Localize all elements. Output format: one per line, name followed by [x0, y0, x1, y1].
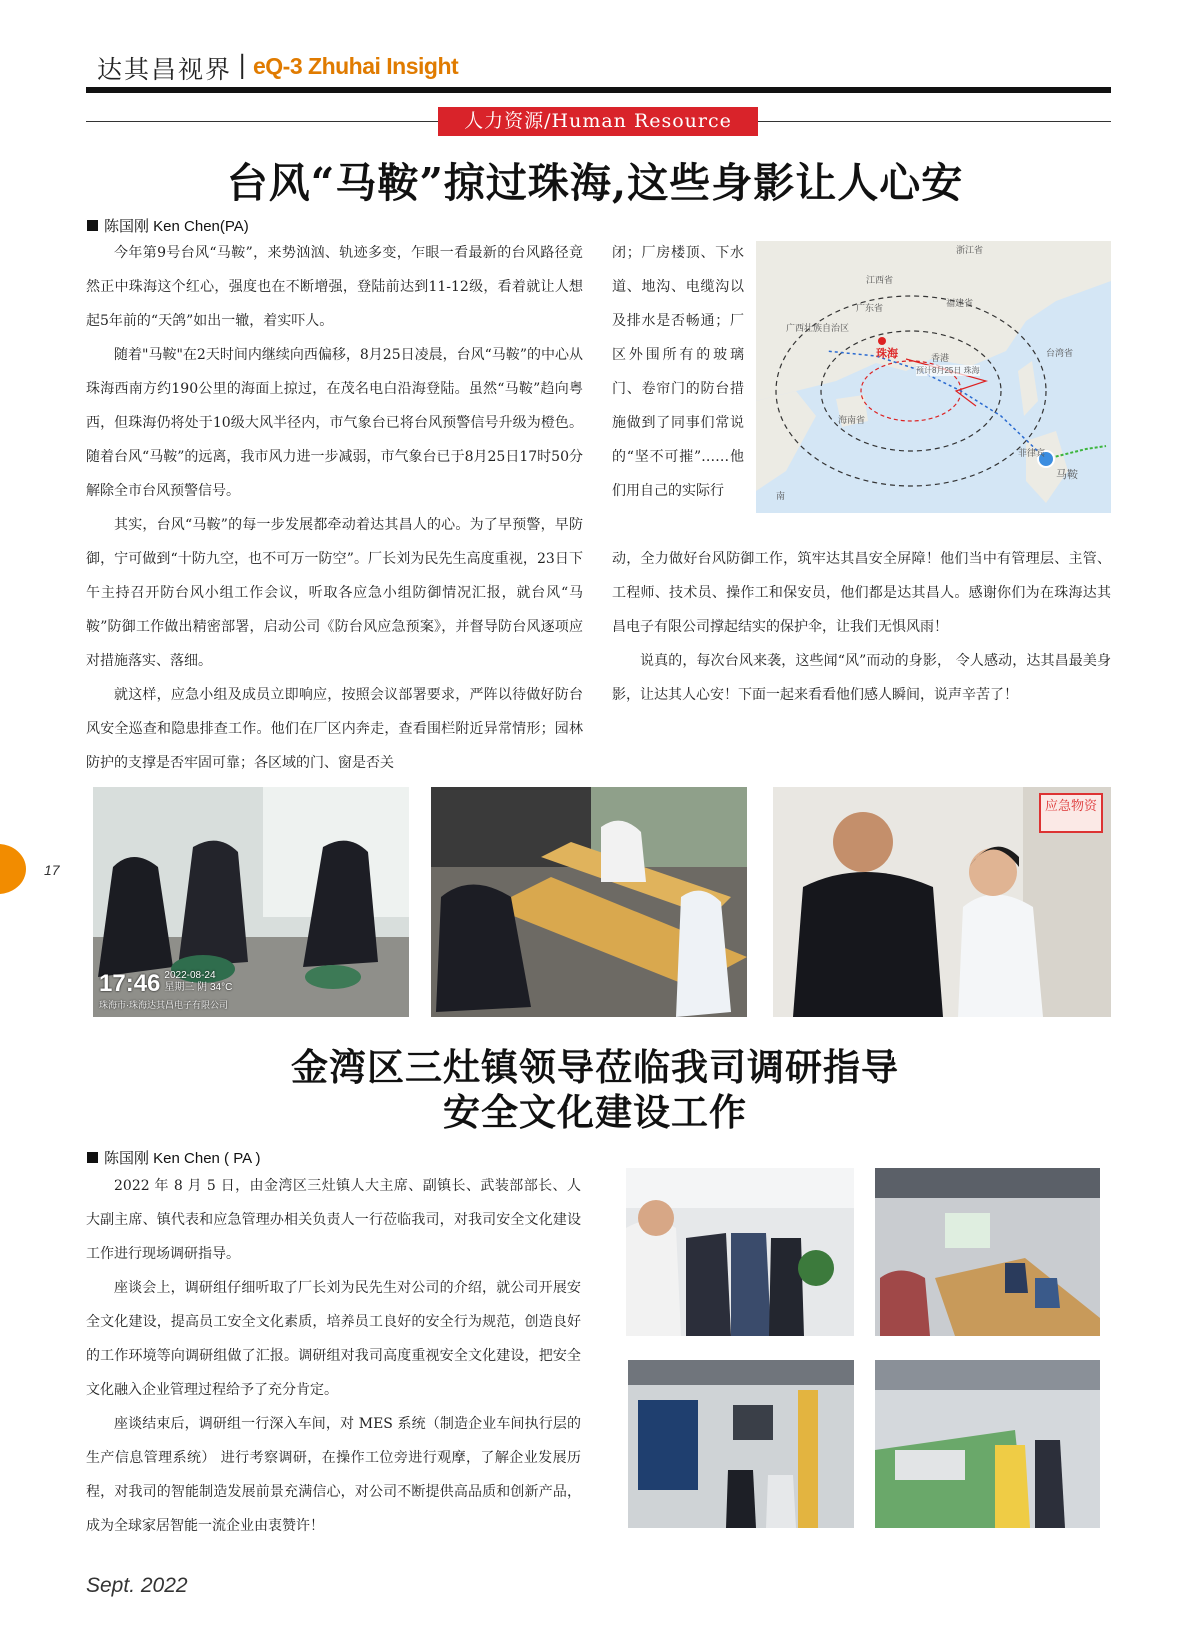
- article1-title: 台风“马鞍”掠过珠海,这些身影让人心安: [226, 159, 964, 207]
- magazine-title-en: eQ-3 Zhuhai Insight: [253, 53, 459, 79]
- photo-location: 珠海市·珠海达其昌电子有限公司: [99, 1000, 228, 1010]
- photo-graphic: [431, 787, 747, 1017]
- photo-security-sandbags: [93, 787, 409, 1017]
- photo-mes-screen: [628, 1360, 854, 1528]
- photo-weather: 星期三 阴 34°C: [164, 982, 233, 993]
- map-label: 广西壮族自治区: [786, 323, 850, 333]
- magazine-title-cn: 达其昌视界: [97, 55, 233, 84]
- map-label: 南: [776, 491, 786, 501]
- article2-para-3: 座谈结束后，调研组一行深入车间，对 MES 系统（制造企业车间执行层的生产信息管理系统） 进行考察调研，在操作工位旁进行观摩，了解企业发展历程，对我司的智能制造发展前景充满信心，对公司不断提供高品质和创新产品，成为全球家居智能一流企业由衷赞许！: [86, 1416, 581, 1534]
- photo-graphic: [626, 1168, 854, 1336]
- article2-byline: [87, 1147, 260, 1168]
- map-label: 香港: [931, 353, 950, 363]
- photo-boards-installation: [431, 787, 747, 1017]
- section-badge: 人力资源/Human Resource: [438, 107, 758, 136]
- map-label: 浙江省: [956, 245, 984, 255]
- photo-visit-group: [626, 1168, 854, 1336]
- map-label-zhuhai: 珠海: [876, 348, 898, 360]
- map-label: 台湾省: [1046, 348, 1074, 358]
- photo-date: 2022-08-24: [164, 970, 216, 981]
- article2-para-2: 座谈会上，调研组仔细听取了厂长刘为民先生对公司的介绍，就公司开展安全文化建设，提高员工安全文化素质，培养员工良好的安全行为规范，创造良好的工作环境等向调研组做了汇报。调研组对我司高度重视安全文化建设，把安全文化融入企业管理过程给予了充分肯定。: [86, 1280, 581, 1398]
- article2-column: [86, 1169, 581, 1543]
- article1-narrow-text: 闭；厂房楼顶、下水道、地沟、电缆沟以及排水是否畅通；厂区外围所有的玻璃门、卷帘门的防台措施做到了同事们常说的“坚不可摧”……他们用自己的实际行: [612, 245, 744, 499]
- article2-title-line2: 安全文化建设工作: [443, 1090, 747, 1134]
- photo-workshop: [875, 1360, 1100, 1528]
- page-number: 17: [44, 862, 60, 878]
- article1-byline-text: 陈国刚 Ken Chen(PA): [104, 218, 249, 235]
- emergency-supplies-sign: 应急物资: [1039, 793, 1103, 833]
- article1-para-4: 就这样，应急小组及成员立即响应，按照会议部署要求，严阵以待做好防台风安全巡查和隐患排查工作。他们在厂区内奔走，查看围栏附近异常情形；园林防护的支撑是否牢固可靠；各区域的门、窗是否关: [86, 687, 583, 771]
- article2-byline-text: 陈国刚 Ken Chen ( PA ): [104, 1150, 261, 1167]
- article1-para-1: 今年第9号台风“马鞍”，来势汹汹、轨迹多变，乍眼一看最新的台风路径竟然正中珠海这个红心，强度也在不断增强，登陆前达到11-12级，看着就让人想起5年前的“天鸽”如出一辙，着实吓人。: [86, 245, 583, 329]
- article1-narrow-column: [612, 236, 744, 508]
- header-separator: |: [238, 50, 247, 79]
- article1-para-2: 随着"马鞍"在2天时间内继续向西偏移，8月25日凌晨，台风“马鞍”的中心从珠海西南方约190公里的海面上掠过，在茂名电白沿海登陆。虽然“马鞍”趋向粤西，但珠海仍将处于10级大风半径内，市气象台已将台风预警信号升级为橙色。随着台风“马鞍”的远离，我市风力进一步减弱，市气象台已于8月25日17时50分解除全市台风预警信号。: [86, 347, 583, 499]
- map-label: 菲律宾: [1018, 448, 1046, 458]
- typhoon-track-map: [756, 241, 1111, 513]
- photo-graphic: [875, 1168, 1100, 1336]
- article2-title: [0, 1045, 1190, 1135]
- page-tab: [0, 844, 26, 894]
- article1-para-3: 其实，台风“马鞍”的每一步发展都牵动着达其昌人的心。为了早预警，早防御，宁可做到“十防九空，也不可万一防空”。厂长刘为民先生高度重视，23日下午主持召开防台风小组工作会议，听取各应急小组防御情况汇报，就台风“马鞍”防御工作做出精密部署，启动公司《防台风应急预案》，并督导防台风逐项应对措施落实、落细。: [86, 517, 583, 669]
- map-forecast-text: 预计8月25日 珠海: [916, 366, 980, 375]
- photo-meeting-room: [875, 1168, 1100, 1336]
- header-rule: [86, 87, 1111, 93]
- article1-right-para-2: 说真的，每次台风来袭，这些闻“风”而动的身影， 令人感动，达其昌最美身影，让达其人心安！下面一起来看看他们感人瞬间，说声辛苦了！: [612, 653, 1111, 703]
- photo-graphic: [628, 1360, 854, 1528]
- photo-timestamp: [99, 970, 232, 1011]
- issue-date: Sept. 2022: [86, 1574, 188, 1597]
- photo-graphic: [875, 1360, 1100, 1528]
- article2-para-1: 2022 年 8 月 5 日，由金湾区三灶镇人大主席、副镇长、武装部部长、人大副主席、镇代表和应急管理办相关负责人一行莅临我司，对我司安全文化建设工作进行现场调研指导。: [86, 1178, 581, 1262]
- map-label: 江西省: [866, 275, 894, 285]
- article1-byline: [87, 215, 249, 236]
- article1-right-para-1: 动，全力做好台风防御工作，筑牢达其昌安全屏障！他们当中有管理层、主管、工程师、技术员、操作工和保安员，他们都是达其昌人。感谢你们为在珠海达其昌电子有限公司撑起结实的保护伞，让我们无惧风雨！: [612, 551, 1111, 635]
- map-label: 广东省: [856, 303, 884, 313]
- map-label: 福建省: [946, 298, 974, 308]
- photo-emergency-supplies: [773, 787, 1111, 1017]
- article2-title-line1: 金湾区三灶镇领导莅临我司调研指导: [291, 1045, 899, 1089]
- byline-square-icon: [87, 1152, 98, 1163]
- byline-square-icon: [87, 220, 98, 231]
- article1-left-column: [86, 236, 583, 780]
- article1-right-column: [612, 542, 1111, 712]
- map-label-typhoon: 马鞍: [1056, 469, 1078, 481]
- photo-time: 17:46: [99, 970, 161, 997]
- map-label: 海南省: [838, 415, 866, 425]
